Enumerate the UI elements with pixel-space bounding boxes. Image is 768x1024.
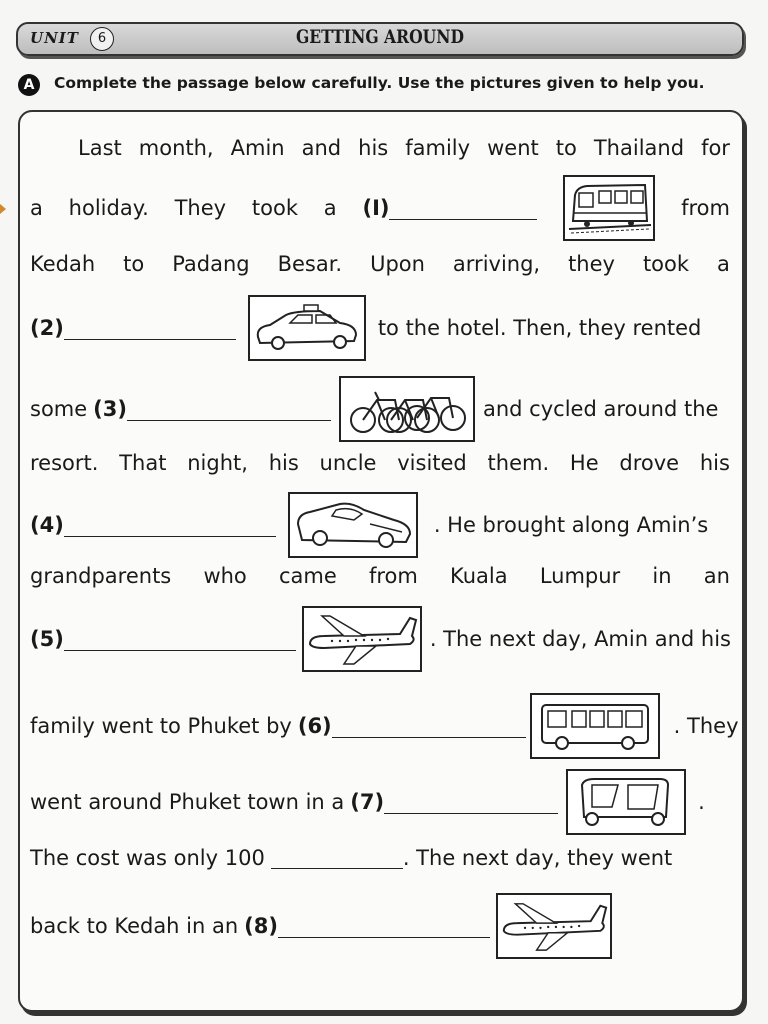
answer-blank-3[interactable] [127,400,331,421]
passage-line-6 [30,451,730,475]
word: Last [78,136,122,160]
sentence-fragment: family went to Phuket by [30,714,292,738]
word: Kuala [450,564,508,588]
unit-label: UNIT [30,29,79,47]
answer-slot-5 [30,627,296,651]
word: came [278,564,337,588]
word: holiday. [68,196,149,220]
word: they [568,252,615,276]
word: arriving, [452,252,541,276]
question-number: (5) [30,627,64,651]
unit-number-badge: 6 [90,27,114,51]
answer-blank-1[interactable] [389,199,537,220]
word: went [487,136,539,160]
word: to [123,252,145,276]
answer-slot-1 [362,196,537,220]
bicycles-icon [339,376,475,442]
passage-line-8 [30,564,730,588]
tuk-tuk-icon [566,769,686,835]
unit-header-bar [16,22,744,56]
sentence-fragment: and cycled around the [482,397,719,421]
word: uncle [319,451,377,475]
sentence-fragment: The cost was only 100 [30,846,265,870]
passage-line-12 [30,846,730,870]
passage-line-7 [30,492,730,558]
word: and [301,136,342,160]
bus-icon [530,693,660,759]
margin-marker [0,204,6,214]
word: a [323,196,337,220]
word: took [642,252,690,276]
word: They [174,196,227,220]
word: who [203,564,247,588]
answer-blank-currency[interactable] [271,848,403,869]
sentence-fragment: . He brought along Amin’s [433,513,709,537]
question-number: (6) [297,714,332,738]
answer-slot-6 [298,714,526,738]
question-number: (4) [30,513,64,537]
word: for [701,136,730,160]
sentence-fragment: . They [673,714,739,738]
airplane-icon [302,606,422,672]
answer-blank-4[interactable] [64,516,276,537]
word: That [119,451,167,475]
passage-line-11 [30,769,730,835]
sentence-fragment: . The next day, Amin and his [429,627,731,651]
passage-line-9 [30,606,730,672]
word: month, [138,136,214,160]
sentence-fragment: to the hotel. Then, they rented [377,316,702,340]
word: an [703,564,730,588]
word: in [652,564,672,588]
passage-line-1 [78,136,730,160]
answer-slot-7 [350,790,558,814]
word: visited [397,451,467,475]
word: Upon [370,252,425,276]
word: a [717,252,730,276]
word: Thailand [593,136,685,160]
answer-blank-2[interactable] [64,319,236,340]
word: his [699,451,730,475]
sentence-fragment: . [698,790,705,814]
question-number: (2) [30,316,64,340]
passage-line-10 [30,693,739,759]
question-number: (I) [362,196,390,220]
word: his [268,451,299,475]
question-number: (3) [93,397,127,421]
question-number: (8) [244,914,278,938]
word: from [368,564,418,588]
answer-blank-6[interactable] [332,717,526,738]
word: to [555,136,577,160]
sentence-fragment: back to Kedah in an [30,914,239,938]
answer-blank-5[interactable] [64,630,296,651]
word: Padang [172,252,250,276]
page-title: GETTING AROUND [295,26,465,48]
passage-line-2 [30,175,730,241]
word: grandparents [30,564,172,588]
passage-line-3 [30,252,730,276]
word: Amin [230,136,285,160]
answer-slot-8 [244,914,490,938]
train-icon [563,175,655,241]
question-number: (7) [350,790,385,814]
passage-line-13 [30,893,730,959]
answer-slot-3 [93,397,331,421]
passage-line-5 [30,376,730,442]
answer-slot-2 [30,316,236,340]
passage-line-4 [30,295,730,361]
sentence-fragment: went around Phuket town in a [30,790,345,814]
word: Besar. [277,252,343,276]
word: Kedah [30,252,96,276]
sentence-fragment: some [30,397,88,421]
word: Lumpur [539,564,621,588]
answer-blank-7[interactable] [384,793,558,814]
word: resort. [30,451,99,475]
sentence-fragment: . The next day, they went [402,846,673,870]
word: family [405,136,471,160]
answer-slot-4 [30,513,276,537]
word: night, [187,451,248,475]
section-badge: A [18,74,40,96]
word: took [251,196,298,220]
passage-box [18,110,744,1012]
word: drove [619,451,680,475]
taxi-icon [248,295,366,361]
word: He [569,451,599,475]
answer-blank-8[interactable] [278,917,490,938]
word: a [30,196,43,220]
sports-car-icon [288,492,418,558]
word: them. [487,451,550,475]
word: from [681,196,730,220]
instruction-text: Complete the passage below carefully. Use the pictures given to help you. [54,74,705,92]
airplane-icon [496,893,612,959]
word: his [358,136,389,160]
